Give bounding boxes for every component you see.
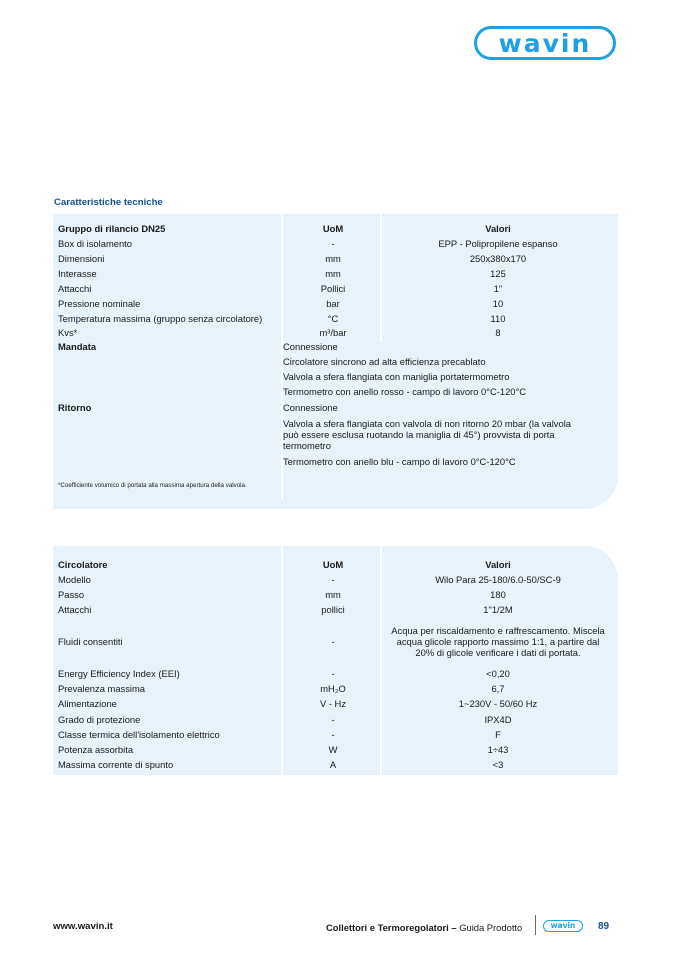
header-product: Circolatore (58, 559, 108, 570)
spec-value: acqua glicole rapporto massimo 1:1, a partire dal (396, 636, 600, 647)
spec-uom: A (329, 759, 337, 770)
ritorno-line: può essere esclusa ruotando la maniglia di 45°) provvista di porta (283, 429, 555, 440)
spec-uom: V - Hz (319, 698, 347, 709)
spec-uom: - (331, 729, 335, 740)
section-title: Caratteristiche tecniche (54, 197, 163, 208)
wavin-logo: wavin (474, 26, 616, 60)
spec-label: Potenza assorbita (58, 744, 134, 755)
ritorno-line: termometro (283, 440, 331, 451)
spec-value: 110 (490, 313, 506, 324)
spec-uom: °C (327, 313, 339, 324)
spec-uom: - (331, 574, 335, 585)
spec-uom: - (331, 238, 335, 249)
spec-value: 20% di glicole verificare i dati di portata. (415, 647, 581, 658)
spec-uom: - (331, 636, 335, 647)
doc-subtitle: Guida Prodotto (459, 922, 523, 933)
spec-label: Pressione nominale (58, 298, 141, 309)
spec-label: Prevalenza massima (58, 683, 146, 694)
website-link[interactable]: www.wavin.it (53, 921, 113, 932)
header-product: Gruppo di rilancio DN25 (58, 223, 166, 234)
ritorno-line: Termometro con anello blu - campo di lavoro 0°C-120°C (283, 456, 516, 467)
spec-label: Passo (58, 589, 85, 600)
tech-specs-table (53, 214, 618, 509)
footnote: *Coefficiente volumico di portata alla massima apertura della valvola. (58, 482, 247, 489)
document-title (326, 922, 522, 933)
spec-value: 1"1/2M (483, 604, 513, 615)
spec-uom: mm (325, 253, 341, 264)
ritorno-line: Connessione (283, 402, 338, 413)
spec-value: EPP - Polipropilene espanso (438, 238, 558, 249)
ritorno-label: Ritorno (58, 402, 92, 413)
mandata-line: Circolatore sincrono ad alta efficienza precablato (283, 356, 486, 367)
pump-specs-table (53, 546, 618, 775)
spec-value: 1" (493, 283, 503, 294)
spec-label: Massima corrente di spunto (58, 759, 174, 770)
spec-uom: pollici (321, 604, 345, 615)
spec-value: 8 (495, 327, 501, 338)
spec-label: Classe termica dell'isolamento elettrico (58, 729, 220, 740)
spec-value: 125 (490, 268, 506, 279)
spec-uom: mm (325, 268, 341, 279)
spec-value: Acqua per riscaldamento e raffrescamento. Miscela (391, 625, 605, 636)
spec-label: Grado di protezione (58, 714, 141, 725)
spec-uom: mH₂O (320, 683, 346, 694)
spec-uom: m³/bar (319, 327, 347, 338)
spec-label: Fluidi consentiti (58, 636, 123, 647)
mandata-label: Mandata (58, 341, 97, 352)
spec-value: 250x380x170 (469, 253, 527, 264)
spec-value: 180 (490, 589, 506, 600)
spec-label: Temperatura massima (gruppo senza circolatore) (58, 313, 263, 324)
spec-value: 10 (492, 298, 504, 309)
mandata-line: Valvola a sfera flangiata con maniglia portatermometro (283, 371, 510, 382)
footer-divider (535, 915, 536, 935)
spec-label: Energy Efficiency Index (EEI) (58, 668, 180, 679)
spec-label: Dimensioni (58, 253, 105, 264)
spec-value: IPX4D (484, 714, 512, 725)
spec-value: 1~230V - 50/60 Hz (458, 698, 538, 709)
spec-label: Attacchi (58, 283, 92, 294)
spec-value: 1÷43 (487, 744, 509, 755)
spec-label: Alimentazione (58, 698, 117, 709)
spec-value: <3 (492, 759, 504, 770)
spec-uom: bar (326, 298, 340, 309)
footer-wavin-logo: wavin (543, 920, 583, 932)
doc-title: Collettori e Termoregolatori – (326, 922, 457, 933)
spec-label: Kvs* (58, 327, 78, 338)
spec-label: Interasse (58, 268, 97, 279)
ritorno-line: Valvola a sfera flangiata con valvola di non ritorno 20 mbar (la valvola (283, 418, 572, 429)
mandata-line: Termometro con anello rosso - campo di lavoro 0°C-120°C (283, 386, 527, 397)
spec-label: Modello (58, 574, 91, 585)
spec-value: <0,20 (486, 668, 510, 679)
spec-value: F (495, 729, 501, 740)
spec-value: 6,7 (491, 683, 505, 694)
spec-uom: - (331, 668, 335, 679)
header-values: Valori (485, 559, 511, 570)
spec-label: Attacchi (58, 604, 92, 615)
spec-uom: Pollici (320, 283, 346, 294)
page-number: 89 (598, 921, 610, 932)
spec-uom: W (328, 744, 338, 755)
spec-value: Wilo Para 25-180/6.0-50/SC-9 (435, 574, 561, 585)
mandata-line: Connessione (283, 341, 338, 352)
header-uom: UoM (322, 223, 344, 234)
header-uom: UoM (322, 559, 344, 570)
spec-uom: - (331, 714, 335, 725)
spec-uom: mm (325, 589, 341, 600)
header-values: Valori (485, 223, 511, 234)
spec-label: Box di isolamento (58, 238, 132, 249)
